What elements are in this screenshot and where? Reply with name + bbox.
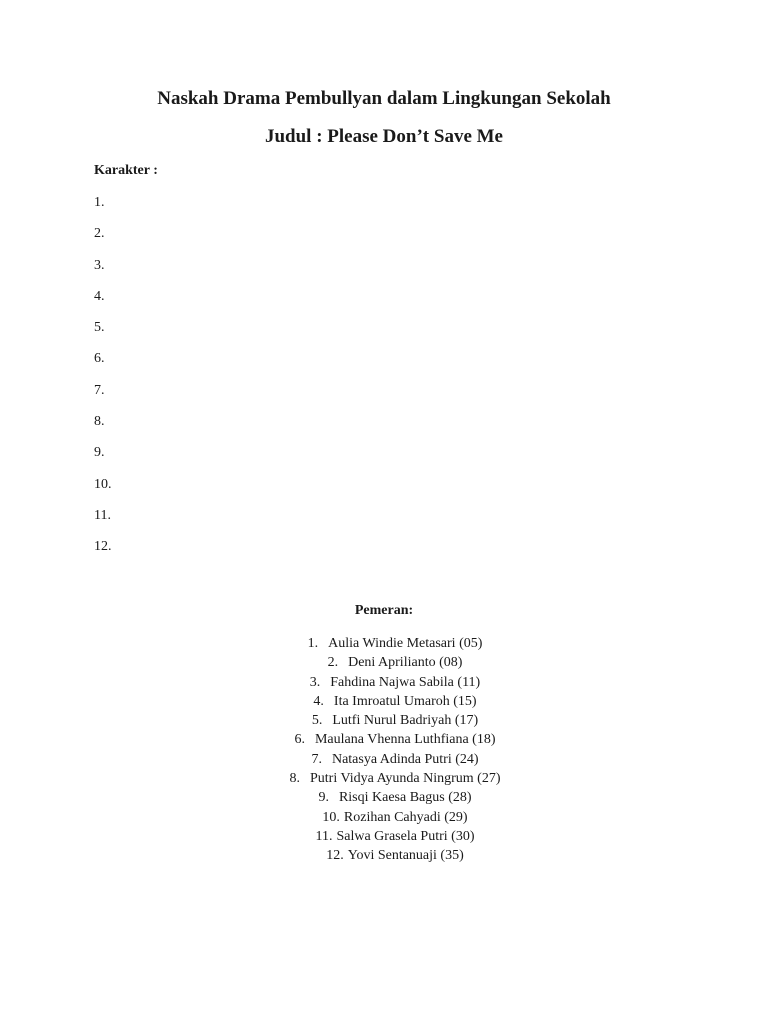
pemeran-name: Salwa Grasela Putri (30) — [336, 828, 475, 844]
karakter-list — [94, 194, 112, 570]
pemeran-name: Natasya Adinda Putri (24) — [331, 751, 479, 767]
pemeran-number: 6. — [294, 732, 305, 748]
pemeran-number: 3. — [309, 674, 321, 690]
pemeran-name: Putri Vidya Ayunda Ningrum (27) — [310, 771, 501, 787]
pemeran-item — [0, 750, 768, 769]
pemeran-item — [0, 769, 768, 788]
karakter-heading: Karakter : — [94, 163, 158, 178]
pemeran-item — [0, 653, 768, 672]
pemeran-item — [0, 788, 768, 807]
karakter-item: 12. — [94, 539, 112, 555]
pemeran-name: Deni Aprilianto (08) — [348, 655, 463, 671]
pemeran-number: 10. — [322, 809, 340, 825]
pemeran-item — [0, 730, 768, 749]
document-subtitle: Judul : Please Don’t Save Me — [264, 126, 503, 147]
pemeran-number: 4. — [313, 693, 324, 709]
karakter-item: 10. — [94, 476, 112, 492]
pemeran-item — [0, 846, 768, 865]
pemeran-name: Lutfi Nurul Badriyah (17) — [332, 713, 479, 729]
karakter-item: 9. — [94, 445, 105, 461]
pemeran-number: 7. — [311, 751, 322, 767]
pemeran-name: Fahdina Najwa Sabila (11) — [330, 674, 481, 690]
karakter-item: 7. — [94, 382, 105, 398]
pemeran-heading: Pemeran: — [354, 603, 414, 618]
pemeran-name: Ita Imroatul Umaroh (15) — [333, 693, 477, 709]
pemeran-number: 11. — [315, 828, 333, 844]
pemeran-number: 12. — [326, 848, 344, 864]
pemeran-number: 5. — [311, 713, 323, 729]
pemeran-item — [0, 808, 768, 827]
pemeran-number: 9. — [318, 790, 329, 806]
pemeran-number: 8. — [289, 771, 300, 787]
pemeran-item — [0, 673, 768, 692]
pemeran-item — [0, 827, 768, 846]
karakter-item: 5. — [94, 320, 105, 336]
pemeran-number: 2. — [327, 655, 339, 671]
document-title: Naskah Drama Pembullyan dalam Lingkungan Sekolah — [157, 88, 611, 109]
karakter-item: 4. — [94, 288, 105, 304]
pemeran-item — [0, 692, 768, 711]
karakter-item: 6. — [94, 351, 105, 367]
pemeran-name: Risqi Kaesa Bagus (28) — [338, 790, 472, 806]
pemeran-number: 1. — [307, 636, 319, 651]
pemeran-list — [0, 634, 768, 866]
pemeran-name: Yovi Sentanuaji (35) — [347, 848, 464, 864]
karakter-item: 3. — [94, 257, 105, 273]
karakter-item: 11. — [94, 507, 111, 523]
pemeran-item — [0, 634, 768, 653]
pemeran-item — [0, 711, 768, 730]
karakter-item: 1. — [94, 195, 105, 210]
karakter-item: 8. — [94, 414, 105, 430]
pemeran-name: Rozihan Cahyadi (29) — [343, 809, 468, 825]
karakter-item: 2. — [94, 226, 105, 242]
pemeran-name: Maulana Vhenna Luthfiana (18) — [314, 732, 496, 748]
pemeran-name: Aulia Windie Metasari (05) — [328, 636, 483, 651]
